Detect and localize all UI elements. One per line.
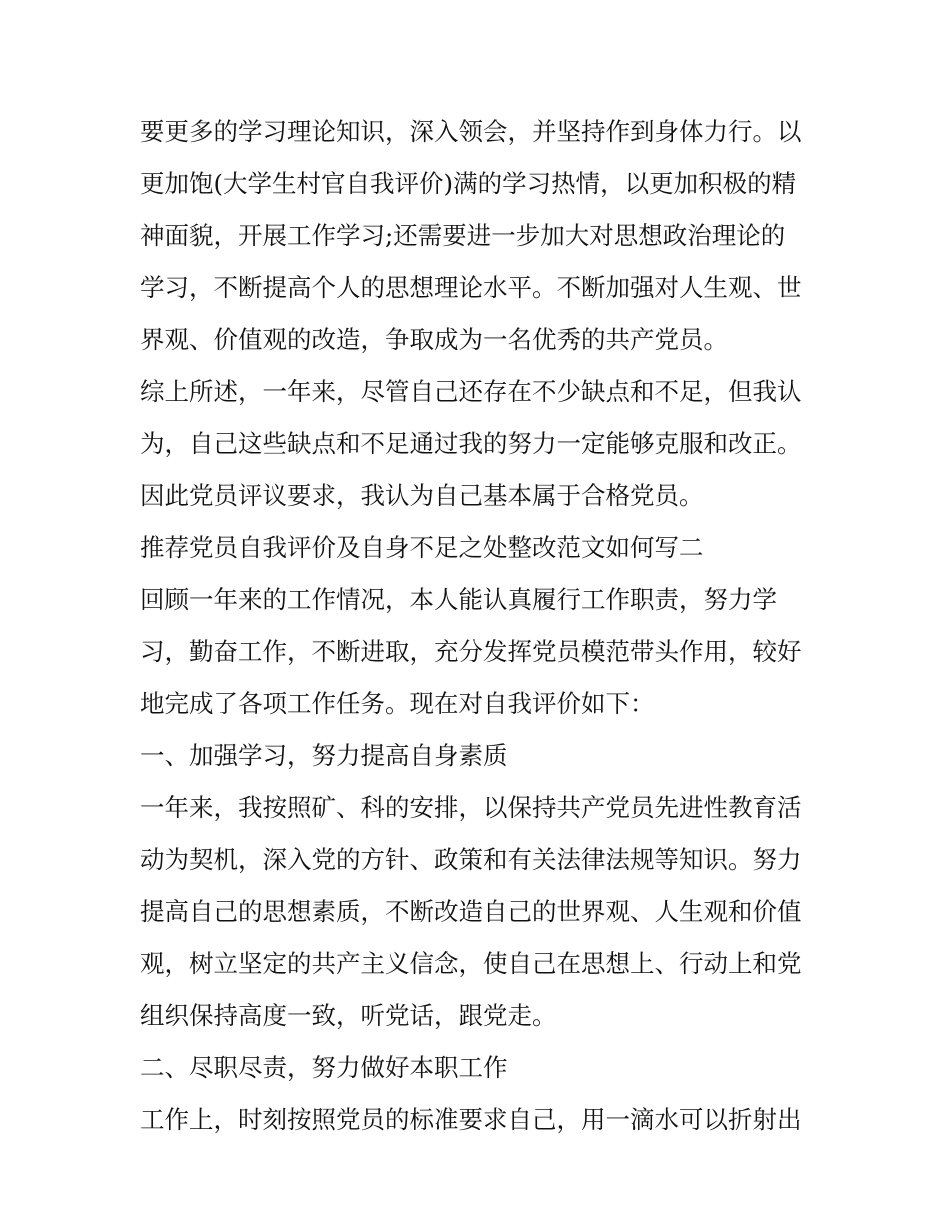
document-body	[140, 106, 820, 1146]
text-line: 提高自己的思想素质，不断改造自己的世界观、人生观和价值	[140, 897, 802, 926]
section-heading: 二、尽职尽责，努力做好本职工作	[140, 1053, 508, 1082]
text-line: 一年来，我按照矿、科的安排，以保持共产党员先进性教育活	[140, 793, 802, 822]
text-line: 工作上，时刻按照党员的标准要求自己，用一滴水可以折射出	[140, 1105, 802, 1134]
text-line: 为，自己这些缺点和不足通过我的努力一定能够克服和改正。	[140, 429, 802, 458]
text-line: 综上所述，一年来，尽管自己还存在不少缺点和不足，但我认	[140, 377, 802, 406]
text-line: 回顾一年来的工作情况，本人能认真履行工作职责，努力学	[140, 585, 777, 614]
text-line: 神面貌，开展工作学习;还需要进一步加大对思想政治理论的	[140, 221, 786, 250]
section-heading: 一、加强学习，努力提高自身素质	[140, 741, 508, 770]
text-line: 组织保持高度一致，听党话，跟党走。	[140, 1001, 557, 1030]
section-title: 推荐党员自我评价及自身不足之处整改范文如何写二	[140, 533, 704, 562]
text-line: 更加饱(大学生村官自我评价)满的学习热情，以更加积极的精	[140, 169, 797, 198]
text-line: 观，树立坚定的共产主义信念，使自己在思想上、行动上和党	[140, 949, 802, 978]
text-line: 地完成了各项工作任务。现在对自我评价如下：	[140, 689, 655, 718]
text-line: 界观、价值观的改造，争取成为一名优秀的共产党员。	[140, 325, 728, 354]
text-line: 学习，不断提高个人的思想理论水平。不断加强对人生观、世	[140, 273, 802, 302]
text-line: 习，勤奋工作，不断进取，充分发挥党员模范带头作用，较好	[140, 637, 802, 666]
text-line: 动为契机，深入党的方针、政策和有关法律法规等知识。努力	[140, 845, 802, 874]
text-line: 要更多的学习理论知识，深入领会，并坚持作到身体力行。以	[140, 117, 802, 146]
text-line: 因此党员评议要求，我认为自己基本属于合格党员。	[140, 481, 704, 510]
